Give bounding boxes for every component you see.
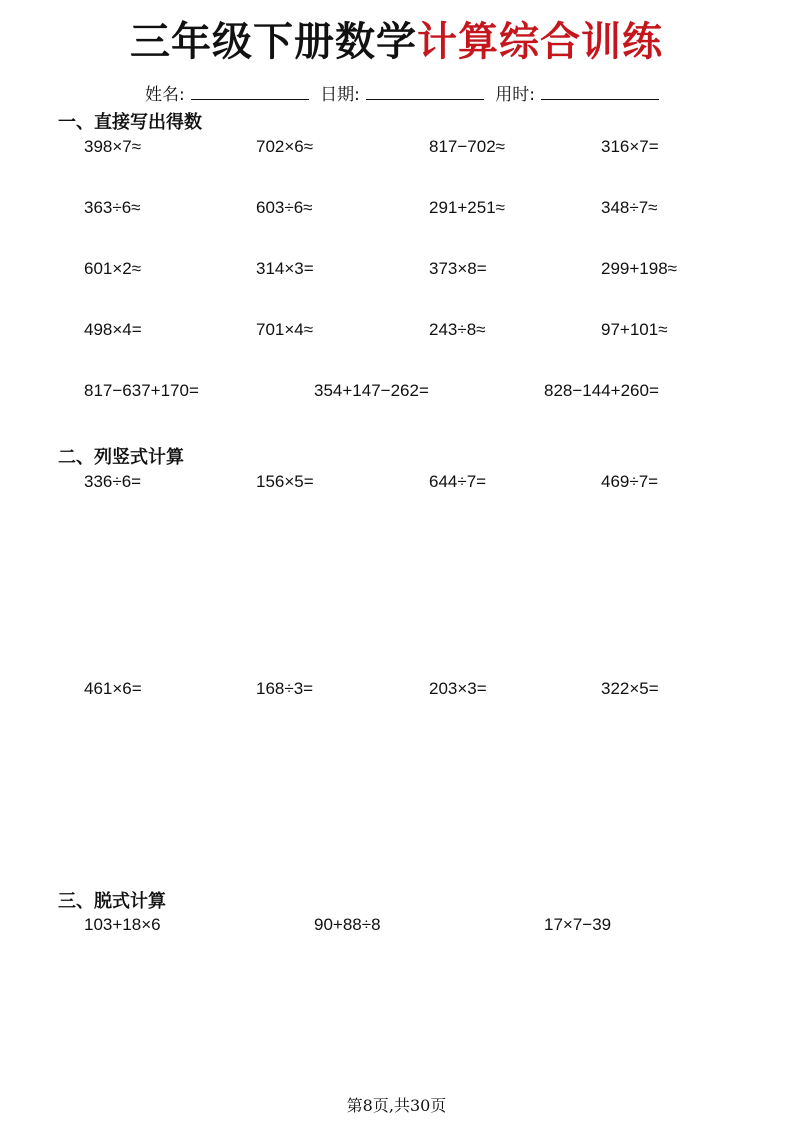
problem-item: 469÷7= [601, 472, 659, 491]
title-black: 三年级下册数学 [130, 19, 417, 65]
problem-item: 702×6≈ [256, 137, 314, 156]
problem-item: 603÷6≈ [256, 198, 313, 217]
problem-item: 701×4≈ [256, 320, 314, 339]
problem-item: 354+147−262= [314, 381, 429, 400]
problem-item: 17×7−39 [544, 915, 612, 934]
problem-item: 90+88÷8 [314, 915, 381, 934]
name-label: 姓名: [145, 85, 185, 105]
title-red: 计算综合训练 [417, 19, 663, 65]
problem-item: 299+198≈ [601, 259, 677, 278]
problem-item: 336÷6= [84, 472, 142, 491]
name-blank[interactable] [191, 85, 309, 100]
problem-item: 97+101≈ [601, 320, 668, 339]
problem-item: 203×3= [429, 679, 487, 698]
problem-item: 156×5= [256, 472, 314, 491]
problem-item: 363÷6≈ [84, 198, 141, 217]
problem-item: 601×2≈ [84, 259, 142, 278]
problem-item: 322×5= [601, 679, 659, 698]
problem-item: 498×4= [84, 320, 142, 339]
page-title [0, 10, 793, 67]
section-oral-heading: 一、直接写出得数 [58, 112, 202, 133]
section-stepwise-heading: 三、脱式计算 [58, 891, 166, 912]
problem-item: 817−702≈ [429, 137, 505, 156]
date-blank[interactable] [366, 85, 484, 100]
time-label: 用时: [495, 85, 536, 105]
info-line [145, 80, 665, 105]
problem-item: 314×3= [256, 259, 314, 278]
problem-item: 817−637+170= [84, 381, 199, 400]
problem-item: 291+251≈ [429, 198, 505, 217]
problem-item: 461×6= [84, 679, 142, 698]
problem-item: 828−144+260= [544, 381, 659, 400]
problem-item: 103+18×6 [84, 915, 161, 934]
problem-item: 373×8= [429, 259, 487, 278]
problem-item: 348÷7≈ [601, 198, 658, 217]
problem-item: 243÷8≈ [429, 320, 486, 339]
problem-item: 398×7≈ [84, 137, 142, 156]
problem-item: 168÷3= [256, 679, 314, 698]
problem-item: 644÷7= [429, 472, 487, 491]
problem-item: 316×7= [601, 137, 659, 156]
time-blank[interactable] [541, 85, 659, 100]
date-label: 日期: [320, 85, 360, 105]
section-vertical-heading: 二、列竖式计算 [58, 447, 184, 468]
page-footer: 第8页,共30页 [346, 1096, 447, 1115]
